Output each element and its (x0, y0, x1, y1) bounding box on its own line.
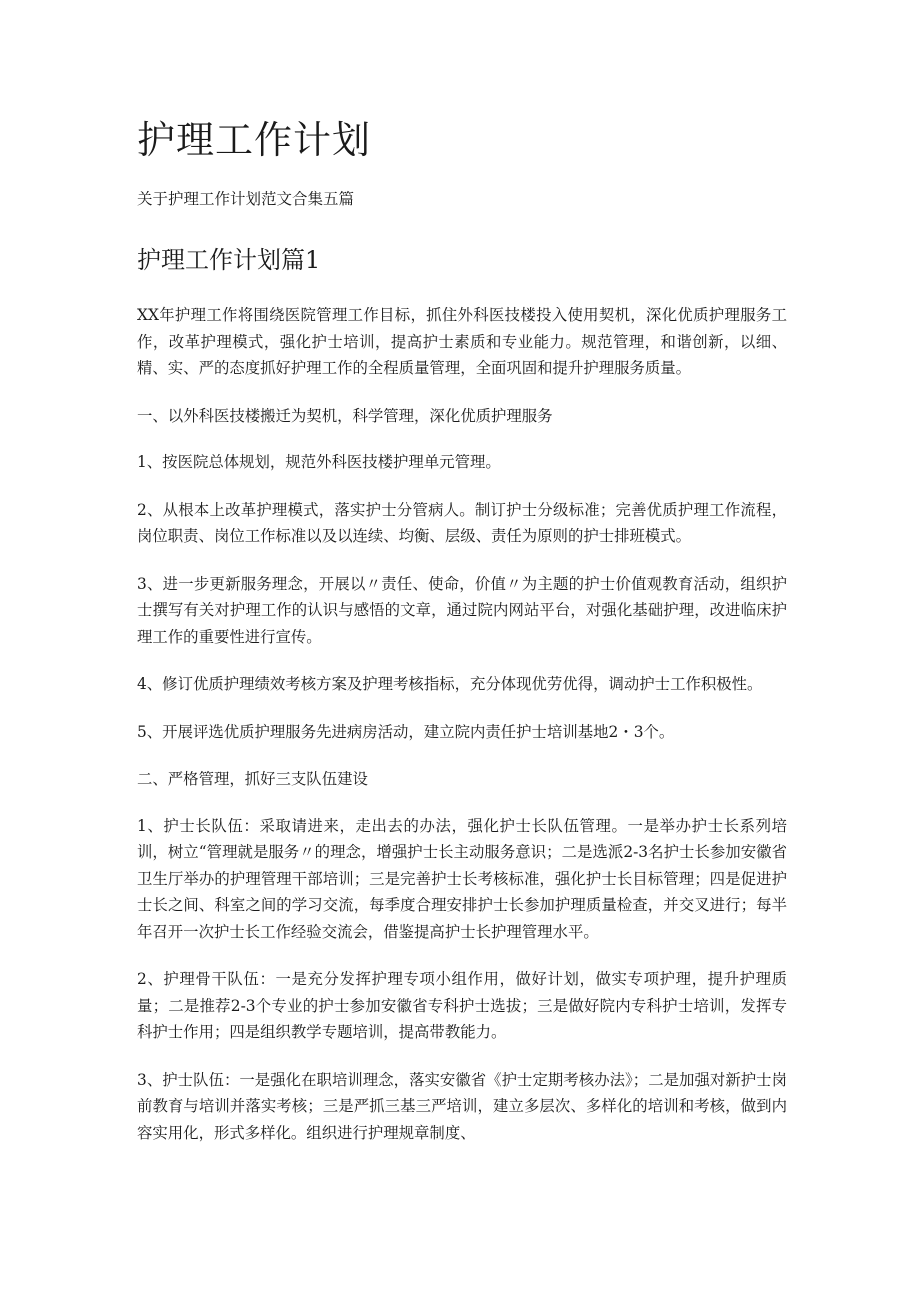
paragraph-item: 2、从根本上改革护理模式，落实护士分管病人。制订护士分级标准；完善优质护理工作流程，岗位职责、岗位工作标准以及以连续、均衡、层级、责任为原则的护士排班模式。 (137, 500, 787, 545)
document-body (137, 302, 787, 1167)
paragraph-item: 5、开展评选优质护理服务先进病房活动，建立院内责任护士培训基地2・3个。 (137, 722, 675, 741)
document-subtitle: 关于护理工作计划范文合集五篇 (137, 190, 355, 208)
paragraph-item: 3、进一步更新服务理念，开展以〃责任、使命，价值〃为主题的护士价值观教育活动，组织护士撰写有关对护理工作的认识与感悟的文章，通过院内网站平台，对强化基础护理，改进临床护理工作的重要性进行宣传。 (137, 574, 787, 646)
paragraph-item: 1、护士长队伍：采取请进来，走出去的办法，强化护士长队伍管理。一是举办护士长系列培训，树立“管理就是服务〃的理念，增强护士长主动服务意识；二是选派2-3名护士长参加安徽省卫生厅举办的护理管理干部培训；三是完善护士长考核标准，强化护士长目标管理；四是促进护士长之间、科室之间的学习交流，每季度合理安排护士长参加护理质量检查，并交叉进行；每半年召开一次护士长工作经验交流会，借鉴提高护士长护理管理水平。 (137, 816, 787, 941)
paragraph-item: 2、护理骨干队伍：一是充分发挥护理专项小组作用，做好计划，做实专项护理，提升护理质量；二是推荐2-3个专业的护士参加安徽省专科护士选拔；三是做好院内专科护士培训，发挥专科护士作用；四是组织教学专题培训，提高带教能力。 (137, 970, 787, 1041)
paragraph-item: 3、护士队伍：一是强化在职培训理念，落实安徽省《护士定期考核办法》；二是加强对新护士岗前教育与培训并落实考核；三是严抓三基三严培训，建立多层次、多样化的培训和考核，做到内容实用化，形式多样化。组织进行护理规章制度、 (137, 1070, 787, 1142)
part-two-heading: 二、严格管理，抓好三支队伍建设 (137, 770, 368, 788)
paragraph-item: 1、按医院总体规划，规范外科医技楼护理单元管理。 (137, 453, 501, 471)
intro-paragraph: XX年护理工作将围绕医院管理工作目标，抓住外科医技楼投入使用契机，深化优质护理服务工作，改革护理模式，强化护士培训，提高护士素质和专业能力。规范管理，和谐创新，以细、精、实、严的态度抓好护理工作的全程质量管理，全面巩固和提升护理服务质量。 (137, 306, 787, 377)
paragraph-item: 4、修订优质护理绩效考核方案及护理考核指标，充分体现优劳优得，调动护士工作积极性。 (137, 675, 763, 693)
document-title: 护理工作计划 (137, 118, 372, 162)
section-title: 护理工作计划篇1 (137, 246, 321, 274)
part-one-heading: 一、以外科医技楼搬迁为契机，科学管理，深化优质护理服务 (137, 406, 553, 425)
